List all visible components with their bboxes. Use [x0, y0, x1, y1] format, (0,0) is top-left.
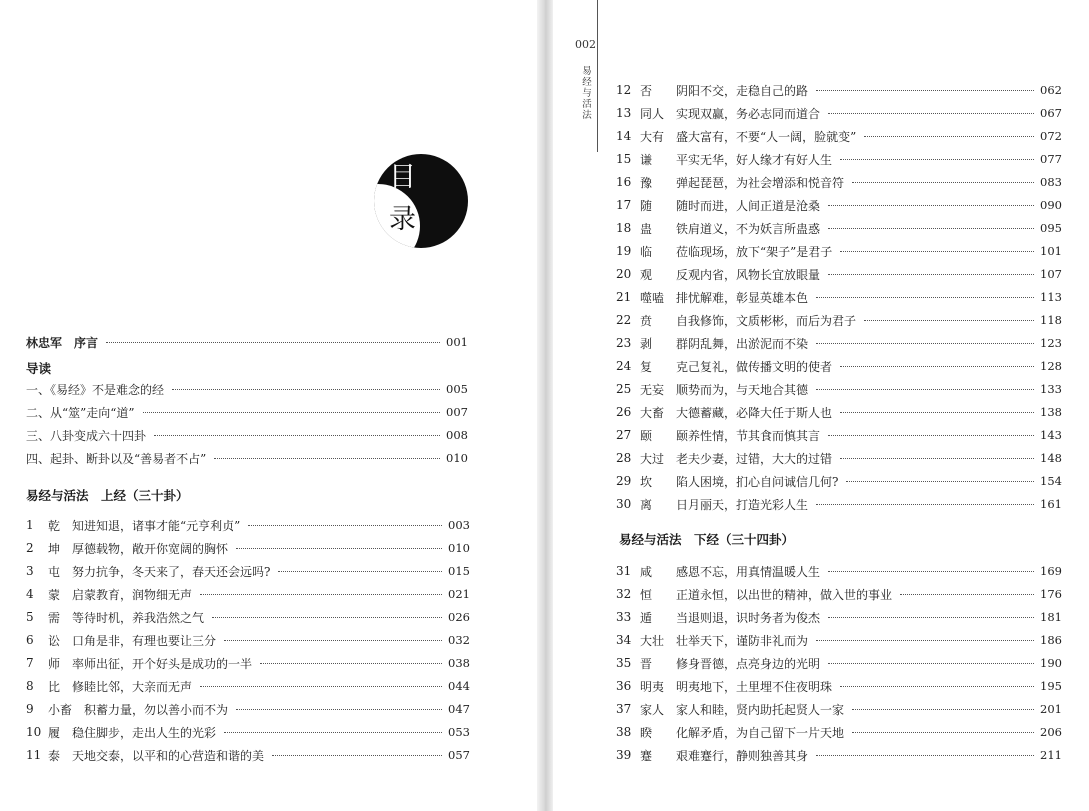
- toc-item-page: 138: [1040, 405, 1062, 419]
- toc-item[interactable]: [616, 744, 1062, 766]
- toc-item-hexagram: 噬嗑: [640, 290, 665, 305]
- toc-item-title: 铁肩道义，不为妖言所蛊惑: [676, 221, 821, 236]
- leader-dots: [828, 204, 1034, 206]
- toc-item-number: 8: [26, 679, 34, 693]
- toc-item[interactable]: [616, 675, 1062, 697]
- toc-item-number: 39: [616, 748, 632, 762]
- toc-item[interactable]: [616, 332, 1062, 354]
- toc-item-number: 38: [616, 725, 632, 739]
- toc-item-number: 21: [616, 290, 632, 304]
- toc-item-page: 113: [1040, 290, 1062, 304]
- toc-item-page: 044: [448, 679, 470, 693]
- toc-item-page: 154: [1040, 474, 1062, 488]
- toc-item-page: 128: [1040, 359, 1062, 373]
- toc-item-number: 17: [616, 198, 632, 212]
- toc-item-title: 稳住脚步，走出人生的光彩: [72, 725, 217, 740]
- toc-item-page: 176: [1040, 587, 1062, 601]
- toc-item-page: 095: [1040, 221, 1062, 235]
- toc-item-title: 努力抗争，冬天来了，春天还会远吗?: [72, 564, 271, 579]
- toc-item-number: 26: [616, 405, 632, 419]
- toc-item-page: 201: [1040, 702, 1062, 716]
- leader-dots: [828, 662, 1034, 664]
- toc-item-hexagram: 随: [640, 198, 653, 213]
- toc-intro-item[interactable]: 二、从“筮”走向“道” 007: [26, 405, 468, 420]
- toc-item-hexagram: 蹇: [640, 748, 653, 763]
- toc-item-number: 19: [616, 244, 632, 258]
- toc-intro-item[interactable]: 三、八卦变成六十四卦 008: [26, 428, 468, 443]
- toc-item-number: 2: [26, 541, 34, 555]
- toc-item-hexagram: 复: [640, 359, 653, 374]
- upper-section-heading: 易经与活法 上经（三十卦）: [26, 488, 189, 503]
- toc-item-title: 实现双赢，务必志同而道合: [676, 106, 821, 121]
- page-number: 002: [575, 38, 596, 51]
- toc-item-number: 22: [616, 313, 632, 327]
- toc-item-page: 021: [448, 587, 470, 601]
- toc-item-hexagram: 大壮: [640, 633, 665, 648]
- leader-dots: [224, 639, 442, 641]
- toc-item-page: 123: [1040, 336, 1062, 350]
- leader-dots: [816, 296, 1034, 298]
- toc-item-number: 13: [616, 106, 632, 120]
- toc-item-page: 190: [1040, 656, 1062, 670]
- toc-item[interactable]: [616, 79, 1062, 101]
- toc-item-hexagram: 蛊: [640, 221, 653, 236]
- toc-item-page: 003: [448, 518, 470, 532]
- toc-item[interactable]: [26, 721, 470, 743]
- toc-item-number: 18: [616, 221, 632, 235]
- toc-item-number: 5: [26, 610, 34, 624]
- leader-dots: [260, 662, 442, 664]
- toc-item[interactable]: [26, 560, 470, 582]
- toc-item-hexagram: 乾: [48, 518, 61, 533]
- toc-item-hexagram: 豫: [640, 175, 653, 190]
- toc-item-title: 当退则退，识时务者为俊杰: [676, 610, 821, 625]
- toc-item-hexagram: 小畜: [48, 702, 73, 717]
- toc-item[interactable]: [616, 286, 1062, 308]
- toc-item[interactable]: [616, 309, 1062, 331]
- toc-item-title: 艰难蹇行，静则独善其身: [676, 748, 809, 763]
- toc-item-title: 壮举天下，谨防非礼而为: [676, 633, 809, 648]
- toc-item-hexagram: 讼: [48, 633, 61, 648]
- leader-dots: [864, 135, 1034, 137]
- toc-item-title: 口角是非，有理也要让三分: [72, 633, 217, 648]
- leader-dots: [840, 250, 1034, 252]
- right-page: [553, 0, 1089, 811]
- toc-item-page: 143: [1040, 428, 1062, 442]
- toc-item-title: 大德蓄藏，必降大任于斯人也: [676, 405, 833, 420]
- toc-item-page: 181: [1040, 610, 1062, 624]
- toc-item-number: 34: [616, 633, 632, 647]
- toc-item-number: 16: [616, 175, 632, 189]
- preface-title: 序言: [74, 335, 99, 350]
- toc-item[interactable]: [26, 583, 470, 605]
- toc-item-title: 启蒙教育，润物细无声: [72, 587, 193, 602]
- toc-item-title: 莅临现场，放下“架子”是君子: [676, 244, 833, 259]
- toc-item-page: 057: [448, 748, 470, 762]
- leader-dots: [840, 411, 1034, 413]
- toc-item-hexagram: 屯: [48, 564, 61, 579]
- toc-item-number: 23: [616, 336, 632, 350]
- toc-item-page: 077: [1040, 152, 1062, 166]
- toc-item-hexagram: 泰: [48, 748, 61, 763]
- toc-item-title: 反观内省，风物长宜放眼量: [676, 267, 821, 282]
- toc-item-page: 038: [448, 656, 470, 670]
- toc-item-page: 211: [1040, 748, 1062, 762]
- toc-item-title: 克己复礼，做传播文明的使者: [676, 359, 833, 374]
- toc-item-title: 弹起琵琶，为社会增添和悦音符: [676, 175, 845, 190]
- toc-item-title: 积蓄力量，勿以善小而不为: [84, 702, 229, 717]
- toc-item-hexagram: 同人: [640, 106, 665, 121]
- toc-item[interactable]: [616, 583, 1062, 605]
- toc-item-number: 1: [26, 518, 34, 532]
- toc-item-page: 101: [1040, 244, 1062, 258]
- leader-dots: [828, 112, 1034, 114]
- left-page: [0, 0, 537, 811]
- toc-item-hexagram: 遁: [640, 610, 653, 625]
- leader-dots: [816, 503, 1034, 505]
- toc-item-hexagram: 需: [48, 610, 61, 625]
- leader-dots: [816, 639, 1034, 641]
- toc-item-hexagram: 晋: [640, 656, 653, 671]
- toc-item-hexagram: 剥: [640, 336, 653, 351]
- toc-item[interactable]: [616, 194, 1062, 216]
- toc-item-title: 盛大富有，不要“人一阔，脸就变”: [676, 129, 857, 144]
- toc-item[interactable]: [616, 447, 1062, 469]
- toc-item-title: 等待时机，养我浩然之气: [72, 610, 205, 625]
- toc-item-number: 24: [616, 359, 632, 373]
- toc-item-page: 169: [1040, 564, 1062, 578]
- leader-dots: [840, 158, 1034, 160]
- toc-item-page: 032: [448, 633, 470, 647]
- toc-item-title: 日月丽天，打造光彩人生: [676, 497, 809, 512]
- toc-item[interactable]: [616, 424, 1062, 446]
- leader-dots: [236, 708, 442, 710]
- toc-item-title: 平实无华，好人缘才有好人生: [676, 152, 833, 167]
- toc-item[interactable]: [616, 125, 1062, 147]
- leader-dots: [852, 731, 1034, 733]
- toc-item[interactable]: [616, 493, 1062, 515]
- toc-item-number: 32: [616, 587, 632, 601]
- toc-item-number: 11: [26, 748, 42, 762]
- leader-dots: [200, 593, 442, 595]
- toc-item-title: 感恩不忘，用真情温暖人生: [676, 564, 821, 579]
- toc-item-number: 6: [26, 633, 34, 647]
- toc-item-hexagram: 大畜: [640, 405, 665, 420]
- leader-dots: [840, 365, 1034, 367]
- toc-item-number: 4: [26, 587, 34, 601]
- toc-item-hexagram: 家人: [640, 702, 665, 717]
- toc-item[interactable]: [26, 744, 470, 766]
- leader-dots: [278, 570, 442, 572]
- toc-item-number: 28: [616, 451, 632, 465]
- toc-item-title: 排忧解难，彰显英雄本色: [676, 290, 809, 305]
- toc-item-page: 161: [1040, 497, 1062, 511]
- toc-item-hexagram: 观: [640, 267, 653, 282]
- toc-item-number: 30: [616, 497, 632, 511]
- toc-item[interactable]: [616, 606, 1062, 628]
- toc-item-hexagram: 贲: [640, 313, 653, 328]
- toc-item-title: 厚德载物，敞开你宽阔的胸怀: [72, 541, 229, 556]
- toc-item-title: 明夷地下，土里埋不住夜明珠: [676, 679, 833, 694]
- leader-dots: [840, 457, 1034, 459]
- toc-item-title: 正道永恒，以出世的精神，做入世的事业: [676, 587, 893, 602]
- toc-item-number: 33: [616, 610, 632, 624]
- toc-item[interactable]: [616, 355, 1062, 377]
- running-header: 易经与活法: [582, 66, 592, 121]
- leader-dots: [236, 547, 442, 549]
- toc-item-number: 25: [616, 382, 632, 396]
- toc-item-page: 053: [448, 725, 470, 739]
- toc-item[interactable]: [616, 378, 1062, 400]
- toc-item-number: 7: [26, 656, 34, 670]
- toc-item-hexagram: 坤: [48, 541, 61, 556]
- toc-preface[interactable]: [26, 331, 468, 353]
- toc-item-title: 老夫少妻，过错，大大的过错: [676, 451, 833, 466]
- leader-dots: [248, 524, 442, 526]
- toc-item-page: 010: [448, 541, 470, 555]
- toc-item[interactable]: [616, 721, 1062, 743]
- toc-page: 001: [446, 335, 468, 349]
- toc-item-number: 9: [26, 702, 34, 716]
- toc-item[interactable]: [26, 698, 470, 720]
- toc-item-hexagram: 师: [48, 656, 61, 671]
- toc-item[interactable]: [616, 470, 1062, 492]
- toc-item-number: 27: [616, 428, 632, 442]
- toc-item-hexagram: 比: [48, 679, 61, 694]
- toc-item-page: 148: [1040, 451, 1062, 465]
- toc-item[interactable]: [26, 629, 470, 651]
- toc-item[interactable]: [616, 698, 1062, 720]
- toc-item-title: 率师出征，开个好头是成功的一半: [72, 656, 253, 671]
- toc-item-number: 36: [616, 679, 632, 693]
- toc-item-hexagram: 临: [640, 244, 653, 259]
- toc-item[interactable]: [616, 171, 1062, 193]
- toc-item-title: 群阴乱舞，出淤泥而不染: [676, 336, 809, 351]
- toc-item-page: 206: [1040, 725, 1062, 739]
- toc-item[interactable]: [616, 560, 1062, 582]
- toc-item[interactable]: [26, 514, 470, 536]
- leader-dots: [900, 593, 1034, 595]
- intro-heading: 导读: [26, 361, 52, 376]
- toc-item-page: 026: [448, 610, 470, 624]
- toc-item-title: 家人和睦，贤内助托起贤人一家: [676, 702, 845, 717]
- toc-item-hexagram: 颐: [640, 428, 653, 443]
- toc-item-page: 090: [1040, 198, 1062, 212]
- toc-item-page: 118: [1040, 313, 1062, 327]
- toc-item-hexagram: 履: [48, 725, 61, 740]
- toc-item-page: 107: [1040, 267, 1062, 281]
- leader-dots: [816, 342, 1034, 344]
- toc-item-hexagram: 大有: [640, 129, 665, 144]
- toc-item-page: 083: [1040, 175, 1062, 189]
- toc-item-page: 062: [1040, 83, 1062, 97]
- toc-item[interactable]: [616, 217, 1062, 239]
- leader-dots: [864, 319, 1034, 321]
- header-rule: [597, 0, 598, 152]
- leader-dots: [816, 754, 1034, 756]
- toc-item-number: 15: [616, 152, 632, 166]
- toc-item-title: 化解矛盾，为自己留下一片天地: [676, 725, 845, 740]
- toc-item-title: 随时而进，人间正道是沧桑: [676, 198, 821, 213]
- toc-item-title: 知进知退，诸事才能“元亨利贞”: [72, 518, 241, 533]
- leader-dots: [272, 754, 442, 756]
- toc-item-hexagram: 明夷: [640, 679, 665, 694]
- toc-item-hexagram: 离: [640, 497, 653, 512]
- toc-item-title: 阴阳不交，走稳自己的路: [676, 83, 809, 98]
- toc-item[interactable]: [616, 263, 1062, 285]
- toc-item-page: 072: [1040, 129, 1062, 143]
- toc-item-title: 颐养性情，节其食而慎其言: [676, 428, 821, 443]
- toc-item-page: 047: [448, 702, 470, 716]
- toc-item-number: 12: [616, 83, 632, 97]
- toc-item[interactable]: [616, 401, 1062, 423]
- toc-item-title: 天地交泰，以平和的心营造和谐的美: [72, 748, 265, 763]
- toc-item[interactable]: [26, 675, 470, 697]
- leader-dots: [828, 570, 1034, 572]
- book-spine-shadow: [537, 0, 553, 811]
- leader-dots: [828, 273, 1034, 275]
- toc-item-number: 10: [26, 725, 42, 739]
- toc-item-title: 陷人困境，扪心自问诚信几何?: [676, 474, 839, 489]
- toc-item-title: 修身晋德，点亮身边的光明: [676, 656, 821, 671]
- toc-item-page: 186: [1040, 633, 1062, 647]
- leader-dots: [816, 89, 1034, 91]
- toc-item[interactable]: [616, 652, 1062, 674]
- toc-item-hexagram: 咸: [640, 564, 653, 579]
- toc-intro-item[interactable]: 一、《易经》不是难念的经 005: [26, 382, 468, 397]
- toc-item-title: 修睦比邻，大亲而无声: [72, 679, 193, 694]
- leader-dots: [200, 685, 442, 687]
- toc-item-number: 35: [616, 656, 632, 670]
- toc-item[interactable]: [616, 148, 1062, 170]
- toc-item-hexagram: 坎: [640, 474, 653, 489]
- leader-dots: [852, 181, 1034, 183]
- title-char-lu: 录: [389, 204, 416, 235]
- toc-item[interactable]: [616, 102, 1062, 124]
- toc-item-page: 133: [1040, 382, 1062, 396]
- toc-item-number: 14: [616, 129, 632, 143]
- toc-item-number: 31: [616, 564, 632, 578]
- toc-item[interactable]: [616, 629, 1062, 651]
- leader-dots: [828, 616, 1034, 618]
- toc-item-number: 20: [616, 267, 632, 281]
- leader-dots: [852, 708, 1034, 710]
- leader-dots: [828, 434, 1034, 436]
- toc-intro-item[interactable]: 四、起卦、断卦以及“善易者不占” 010: [26, 451, 468, 466]
- toc-item-number: 37: [616, 702, 632, 716]
- toc-item-title: 自我修饰，文质彬彬，而后为君子: [676, 313, 857, 328]
- toc-item-title: 顺势而为，与天地合其德: [676, 382, 809, 397]
- leader-dots: [212, 616, 442, 618]
- toc-item-hexagram: 蒙: [48, 587, 61, 602]
- toc-item-hexagram: 恒: [640, 587, 653, 602]
- toc-item-hexagram: 无妄: [640, 382, 665, 397]
- leader-dots: [828, 227, 1034, 229]
- toc-item-page: 195: [1040, 679, 1062, 693]
- toc-item-number: 3: [26, 564, 34, 578]
- toc-item[interactable]: [26, 606, 470, 628]
- toc-item-page: 015: [448, 564, 470, 578]
- leader-dots: [846, 480, 1034, 482]
- leader-dots: [840, 685, 1034, 687]
- preface-author: 林忠军: [26, 335, 63, 350]
- lower-section-heading: 易经与活法 下经（三十四卦）: [619, 532, 795, 547]
- leader-dots: [106, 341, 440, 343]
- toc-item[interactable]: [26, 652, 470, 674]
- toc-item-page: 067: [1040, 106, 1062, 120]
- title-char-mu: 目: [389, 162, 416, 193]
- leader-dots: [816, 388, 1034, 390]
- toc-item[interactable]: [616, 240, 1062, 262]
- toc-item-hexagram: 谦: [640, 152, 653, 167]
- toc-item-number: 29: [616, 474, 632, 488]
- toc-item[interactable]: [26, 537, 470, 559]
- toc-item-hexagram: 睽: [640, 725, 653, 740]
- toc-item-hexagram: 大过: [640, 451, 665, 466]
- leader-dots: [224, 731, 442, 733]
- toc-item-hexagram: 否: [640, 83, 653, 98]
